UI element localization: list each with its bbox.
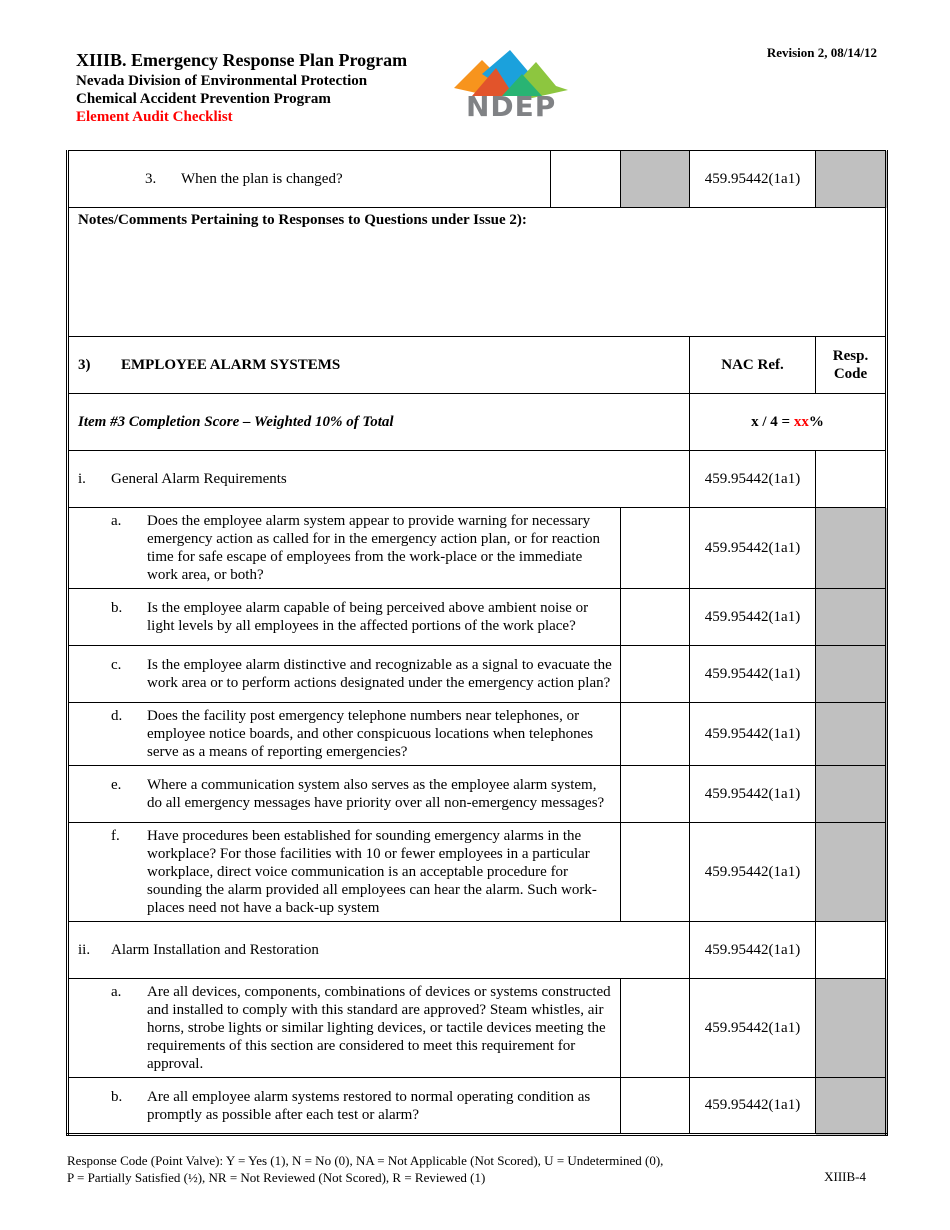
response-cell[interactable] — [551, 151, 621, 208]
response-code-legend — [67, 1152, 663, 1186]
revision-label: Revision 2, 08/14/12 — [766, 45, 877, 60]
group-title: Alarm Installation and Restoration — [111, 941, 319, 958]
response-cell[interactable] — [621, 703, 690, 766]
table-row — [68, 589, 887, 646]
score-value: x / 4 = xx% — [690, 394, 887, 451]
response-cell[interactable] — [621, 508, 690, 589]
ndep-logo — [452, 48, 572, 124]
item-text: Are all devices, components, combinations of devices or systems constructed and installed to comply with this standard are approved? Steam whistles, air horns, strobe lights or similar lighting devices, or tactile devices meeting the requirements of this section are considered to meet this requirement for approval. — [147, 984, 611, 1072]
table-row — [68, 766, 887, 823]
nac-ref: 459.95442(1a1) — [690, 508, 816, 589]
legend-line-2: P = Partially Satisfied (½), NR = Not Reviewed (Not Scored), R = Reviewed (1) — [67, 1170, 486, 1185]
nac-ref: 459.95442(1a1) — [690, 151, 816, 208]
item-letter: a. — [111, 984, 122, 1000]
score-row — [68, 394, 887, 451]
nac-ref: 459.95442(1a1) — [690, 922, 816, 979]
nac-ref: 459.95442(1a1) — [690, 979, 816, 1078]
section-header-row — [68, 337, 887, 394]
response-cell[interactable] — [621, 823, 690, 922]
item-letter: c. — [111, 657, 122, 673]
response-cell[interactable] — [621, 1078, 690, 1135]
table-row — [68, 703, 887, 766]
item-text: Does the employee alarm system appear to provide warning for necessary emergency action as called for in the emergency action plan, or for reaction time for safe escape of employees from the work-place or the immediate work area, or both? — [147, 513, 600, 583]
response-cell[interactable] — [621, 646, 690, 703]
nac-ref: 459.95442(1a1) — [690, 703, 816, 766]
item-text: Is the employee alarm capable of being perceived above ambient noise or light levels by all employees in the affected portions of the work place? — [147, 600, 589, 634]
score-label: Item #3 Completion Score – Weighted 10% of Total — [78, 413, 394, 430]
notes-label: Notes/Comments Pertaining to Responses to Questions under Issue 2): — [78, 212, 527, 228]
item-text: Is the employee alarm distinctive and recognizable as a signal to evacuate the work area or to perform actions designated under the emergency action plan? — [147, 657, 612, 691]
item-letter: b. — [111, 600, 123, 616]
item-text: Are all employee alarm systems restored to normal operating condition as promptly as possible after each test or alarm? — [147, 1088, 591, 1123]
item-text: Does the facility post emergency telephone numbers near telephones, or employee notice boards, and other conspicuous locations when telephones serve as a means of reporting emergencies? — [147, 708, 594, 760]
table-row — [68, 646, 887, 703]
legend-line-1: Response Code (Point Valve): Y = Yes (1), N = No (0), NA = Not Applicable (Not Scored), U = Undetermined (0), — [67, 1153, 664, 1168]
response-cell[interactable] — [816, 922, 887, 979]
checklist-label: Element Audit Checklist — [76, 109, 233, 125]
response-cell[interactable] — [621, 766, 690, 823]
group-title: General Alarm Requirements — [111, 470, 287, 487]
item-text: When the plan is changed? — [181, 171, 343, 187]
nac-ref: 459.95442(1a1) — [690, 1078, 816, 1135]
item-text: Have procedures been established for sounding emergency alarms in the workplace? For those facilities with 10 or fewer employees in a particular workplace, direct voice communication is an acceptable procedure for sounding the alarm provided all employees can hear the alarm. Such work-places need not have a back-up system — [147, 828, 597, 916]
table-row — [68, 151, 887, 208]
section-number: 3) — [78, 356, 91, 373]
nac-ref: 459.95442(1a1) — [690, 766, 816, 823]
document-header — [76, 48, 407, 126]
response-cell[interactable] — [816, 451, 887, 508]
table-row — [68, 508, 887, 589]
table-row — [68, 1078, 887, 1135]
response-cell[interactable] — [621, 979, 690, 1078]
item-number: 3. — [145, 171, 157, 187]
table-row — [68, 208, 887, 337]
item-letter: f. — [111, 828, 120, 844]
item-text: Where a communication system also serves as the employee alarm system, do all emergency messages have priority over all non-emergency messages? — [147, 777, 605, 811]
item-letter: d. — [111, 708, 123, 724]
checklist-table — [66, 150, 888, 1136]
group-row — [68, 922, 887, 979]
group-number: ii. — [78, 941, 91, 958]
logo-text: NDEP — [466, 90, 557, 123]
nac-ref-header: NAC Ref. — [690, 337, 816, 394]
nac-ref: 459.95442(1a1) — [690, 589, 816, 646]
response-cell[interactable] — [621, 589, 690, 646]
nac-ref: 459.95442(1a1) — [690, 823, 816, 922]
table-row — [68, 823, 887, 922]
nac-ref: 459.95442(1a1) — [690, 646, 816, 703]
table-row — [68, 979, 887, 1078]
document-title: XIIIB. Emergency Response Plan Program — [76, 50, 408, 70]
notes-area[interactable] — [68, 208, 887, 337]
item-letter: a. — [111, 513, 122, 529]
item-letter: e. — [111, 777, 122, 793]
section-title: EMPLOYEE ALARM SYSTEMS — [121, 356, 341, 373]
resp-code-header: Resp. Code — [816, 337, 887, 394]
group-number: i. — [78, 470, 86, 487]
item-letter: b. — [111, 1088, 123, 1105]
page-number: XIIIB-4 — [824, 1169, 866, 1184]
nac-ref: 459.95442(1a1) — [690, 451, 816, 508]
group-row — [68, 451, 887, 508]
agency-name: Nevada Division of Environmental Protection — [76, 73, 368, 89]
program-name: Chemical Accident Prevention Program — [76, 91, 331, 107]
